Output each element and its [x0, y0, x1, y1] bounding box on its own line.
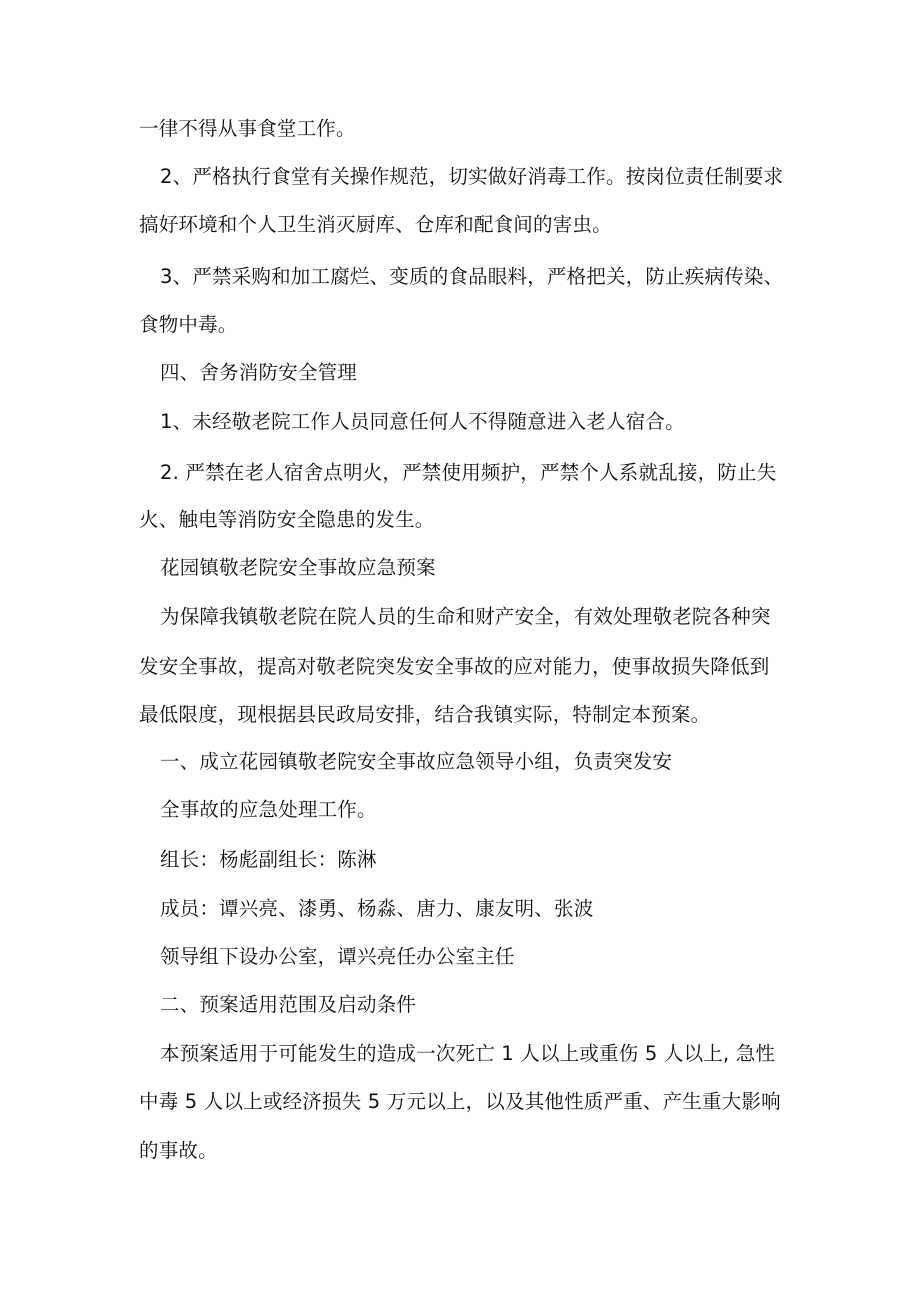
- text-line: 成员：谭兴亮、漆勇、杨淼、唐力、康友明、张波: [160, 897, 594, 920]
- section-heading: 一、成立花园镇敬老院安全事故应急领导小组，负责突发安: [160, 750, 673, 773]
- text-line: 中毒 5 人以上或经济损失 5 万元以上，以及其他性质严重、产生重大影响: [139, 1090, 781, 1113]
- text-line: 2、严格执行食堂有关操作规范，切实做好消毒工作。按岗位责任制要求: [160, 165, 784, 188]
- text-line: 火、触电等消防安全隐患的发生。: [139, 508, 435, 531]
- text-line: 一律不得从事食堂工作。: [139, 117, 356, 140]
- text-line: 本预案适用于可能发生的造成一次死亡 1 人以上或重伤 5 人以上, 急性: [160, 1042, 776, 1065]
- text-line: 领导组下设办公室，谭兴亮任办公室主任: [160, 945, 515, 968]
- text-line: 发安全事故，提高对敬老院突发安全事故的应对能力，使事故损失降低到: [139, 655, 770, 678]
- text-line: 1、未经敬老院工作人员同意任何人不得随意进入老人宿合。: [160, 410, 685, 433]
- text-line: 最低限度，现根据县民政局安排，结合我镇实际，特制定本预案。: [139, 703, 711, 726]
- document-title: 花园镇敬老院安全事故应急预案: [160, 556, 436, 579]
- text-line: 为保障我镇敬老院在院人员的生命和财产安全，有效处理敬老院各种突: [160, 605, 771, 628]
- section-heading: 四、舍务消防安全管理: [160, 361, 358, 384]
- text-line: 组长：杨彪副组长：陈淋: [160, 848, 377, 871]
- text-line: 全事故的应急处理工作。: [160, 798, 377, 821]
- text-line: 的事故。: [139, 1139, 218, 1162]
- section-heading: 二、预案适用范围及启动条件: [160, 993, 417, 1016]
- text-line: 搞好环境和个人卫生消灭厨库、仓库和配食间的害虫。: [139, 213, 612, 236]
- text-line: 3、严禁采购和加工腐烂、变质的食品眼料，严格把关，防止疾病传染、: [160, 265, 784, 288]
- text-line: 2. 严禁在老人宿舍点明火，严禁使用频护，严禁个人系就乱接，防止失: [160, 461, 777, 484]
- text-line: 食物中毒。: [139, 313, 238, 336]
